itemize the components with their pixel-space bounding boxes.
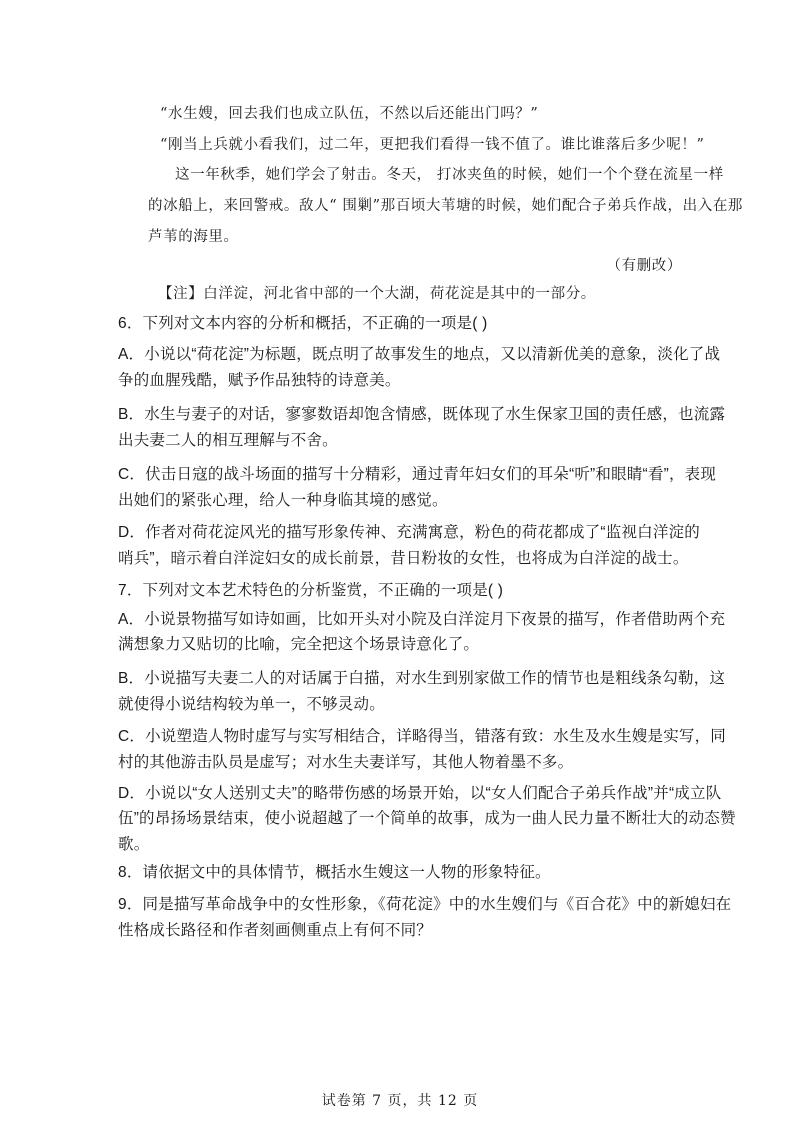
q6-option-a-line-2: 争的血腥残酷，赋予作品独特的诗意美。: [118, 372, 401, 389]
source-note: （有删改）: [606, 258, 682, 274]
passage-line-3: 这一年秋季，她们学会了射击。冬天， 打冰夹鱼的时候，她们一个个登在流星一样: [175, 167, 724, 183]
q7-option-c-line-2: 村的其他游击队员是虚写；对水生夫妻详写，其他人物着墨不多。: [118, 754, 574, 771]
passage-line-4: 的冰船上，来回警戒。敌人“ 围剿”那百顷大苇塘的时候，她们配合子弟兵作战，出入在那: [148, 198, 744, 214]
q6-option-d-line-2: 哨兵”，暗示着白洋淀妇女的成长前景，昔日粉妆的女性，也将成为白洋淀的战士。: [118, 550, 689, 567]
annotation: 【注】白洋淀，河北省中部的一个大湖，荷花淀是其中的一部分。: [158, 286, 596, 302]
q7-option-c-line-1: C．小说塑造人物时虚写与实写相结合，详略得当，错落有致：水生及水生嫂是实写，同: [118, 728, 726, 745]
q6-option-b-line-2: 出夫妻二人的相互理解与不舍。: [118, 432, 338, 449]
q7-option-a-line-2: 满想象力又贴切的比喻，完全把这个场景诗意化了。: [118, 636, 480, 653]
q6-option-c-line-2: 出她们的紧张心理，给人一种身临其境的感觉。: [118, 492, 448, 509]
q7-option-b-line-1: B．小说描写夫妻二人的对话属于白描，对水生到别家做工作的情节也是粗线条勾勒，这: [118, 670, 726, 687]
q6-option-d-line-1: D．作者对荷花淀风光的描写形象传神、充满寓意，粉色的荷花都成了“监视白洋淀的: [118, 524, 700, 541]
q7-option-d-line-1: D．小说以“女人送别丈夫”的略带伤感的场景开始，以“女人们配合子弟兵作战”并“成立队: [118, 785, 722, 802]
q7-option-d-line-2: 伍”的昂扬场景结束，使小说超越了一个简单的故事，成为一曲人民力量不断壮大的动态赞: [118, 810, 736, 827]
page-footer: 试卷第 7 页，共 12 页: [321, 1093, 479, 1109]
q9-stem-line-2: 性格成长路径和作者刻画侧重点上有何不同？: [118, 922, 433, 939]
q6-option-c-line-1: C．伏击日寇的战斗场面的描写十分精彩，通过青年妇女们的耳朵“听”和眼睛“看”，表现: [118, 466, 717, 483]
q6-option-a-line-1: A．小说以“荷花淀”为标题，既点明了故事发生的地点，又以清新优美的意象，淡化了战: [118, 346, 721, 363]
q7-option-d-line-3: 歌。: [118, 836, 150, 853]
q9-stem-line-1: 9．同是描写革命战争中的女性形象，《荷花淀》中的水生嫂们与《百合花》中的新媳妇在: [118, 896, 732, 913]
passage-line-5: 芦苇的海里。: [148, 229, 239, 245]
passage-line-2: “刚当上兵就小看我们，过二年，更把我们看得一钱不值了。谁比谁落后多少呢！”: [160, 137, 705, 153]
passage-line-1: “水生嫂，回去我们也成立队伍，不然以后还能出门吗？”: [160, 106, 539, 122]
q6-option-b-line-1: B．水生与妻子的对话，寥寥数语却饱含情感，既体现了水生保家卫国的责任感，也流露: [118, 406, 726, 423]
q7-stem: 7．下列对文本艺术特色的分析鉴赏，不正确的一项是( ): [118, 582, 504, 599]
q7-option-b-line-2: 就使得小说结构较为单一，不够灵动。: [118, 696, 385, 713]
q8-stem: 8．请依据文中的具体情节，概括水生嫂这一人物的形象特征。: [118, 864, 551, 881]
q7-option-a-line-1: A．小说景物描写如诗如画，比如开头对小院及白洋淀月下夜景的描写，作者借助两个充: [118, 611, 726, 628]
q6-stem: 6．下列对文本内容的分析和概括，不正确的一项是( ): [118, 315, 488, 332]
